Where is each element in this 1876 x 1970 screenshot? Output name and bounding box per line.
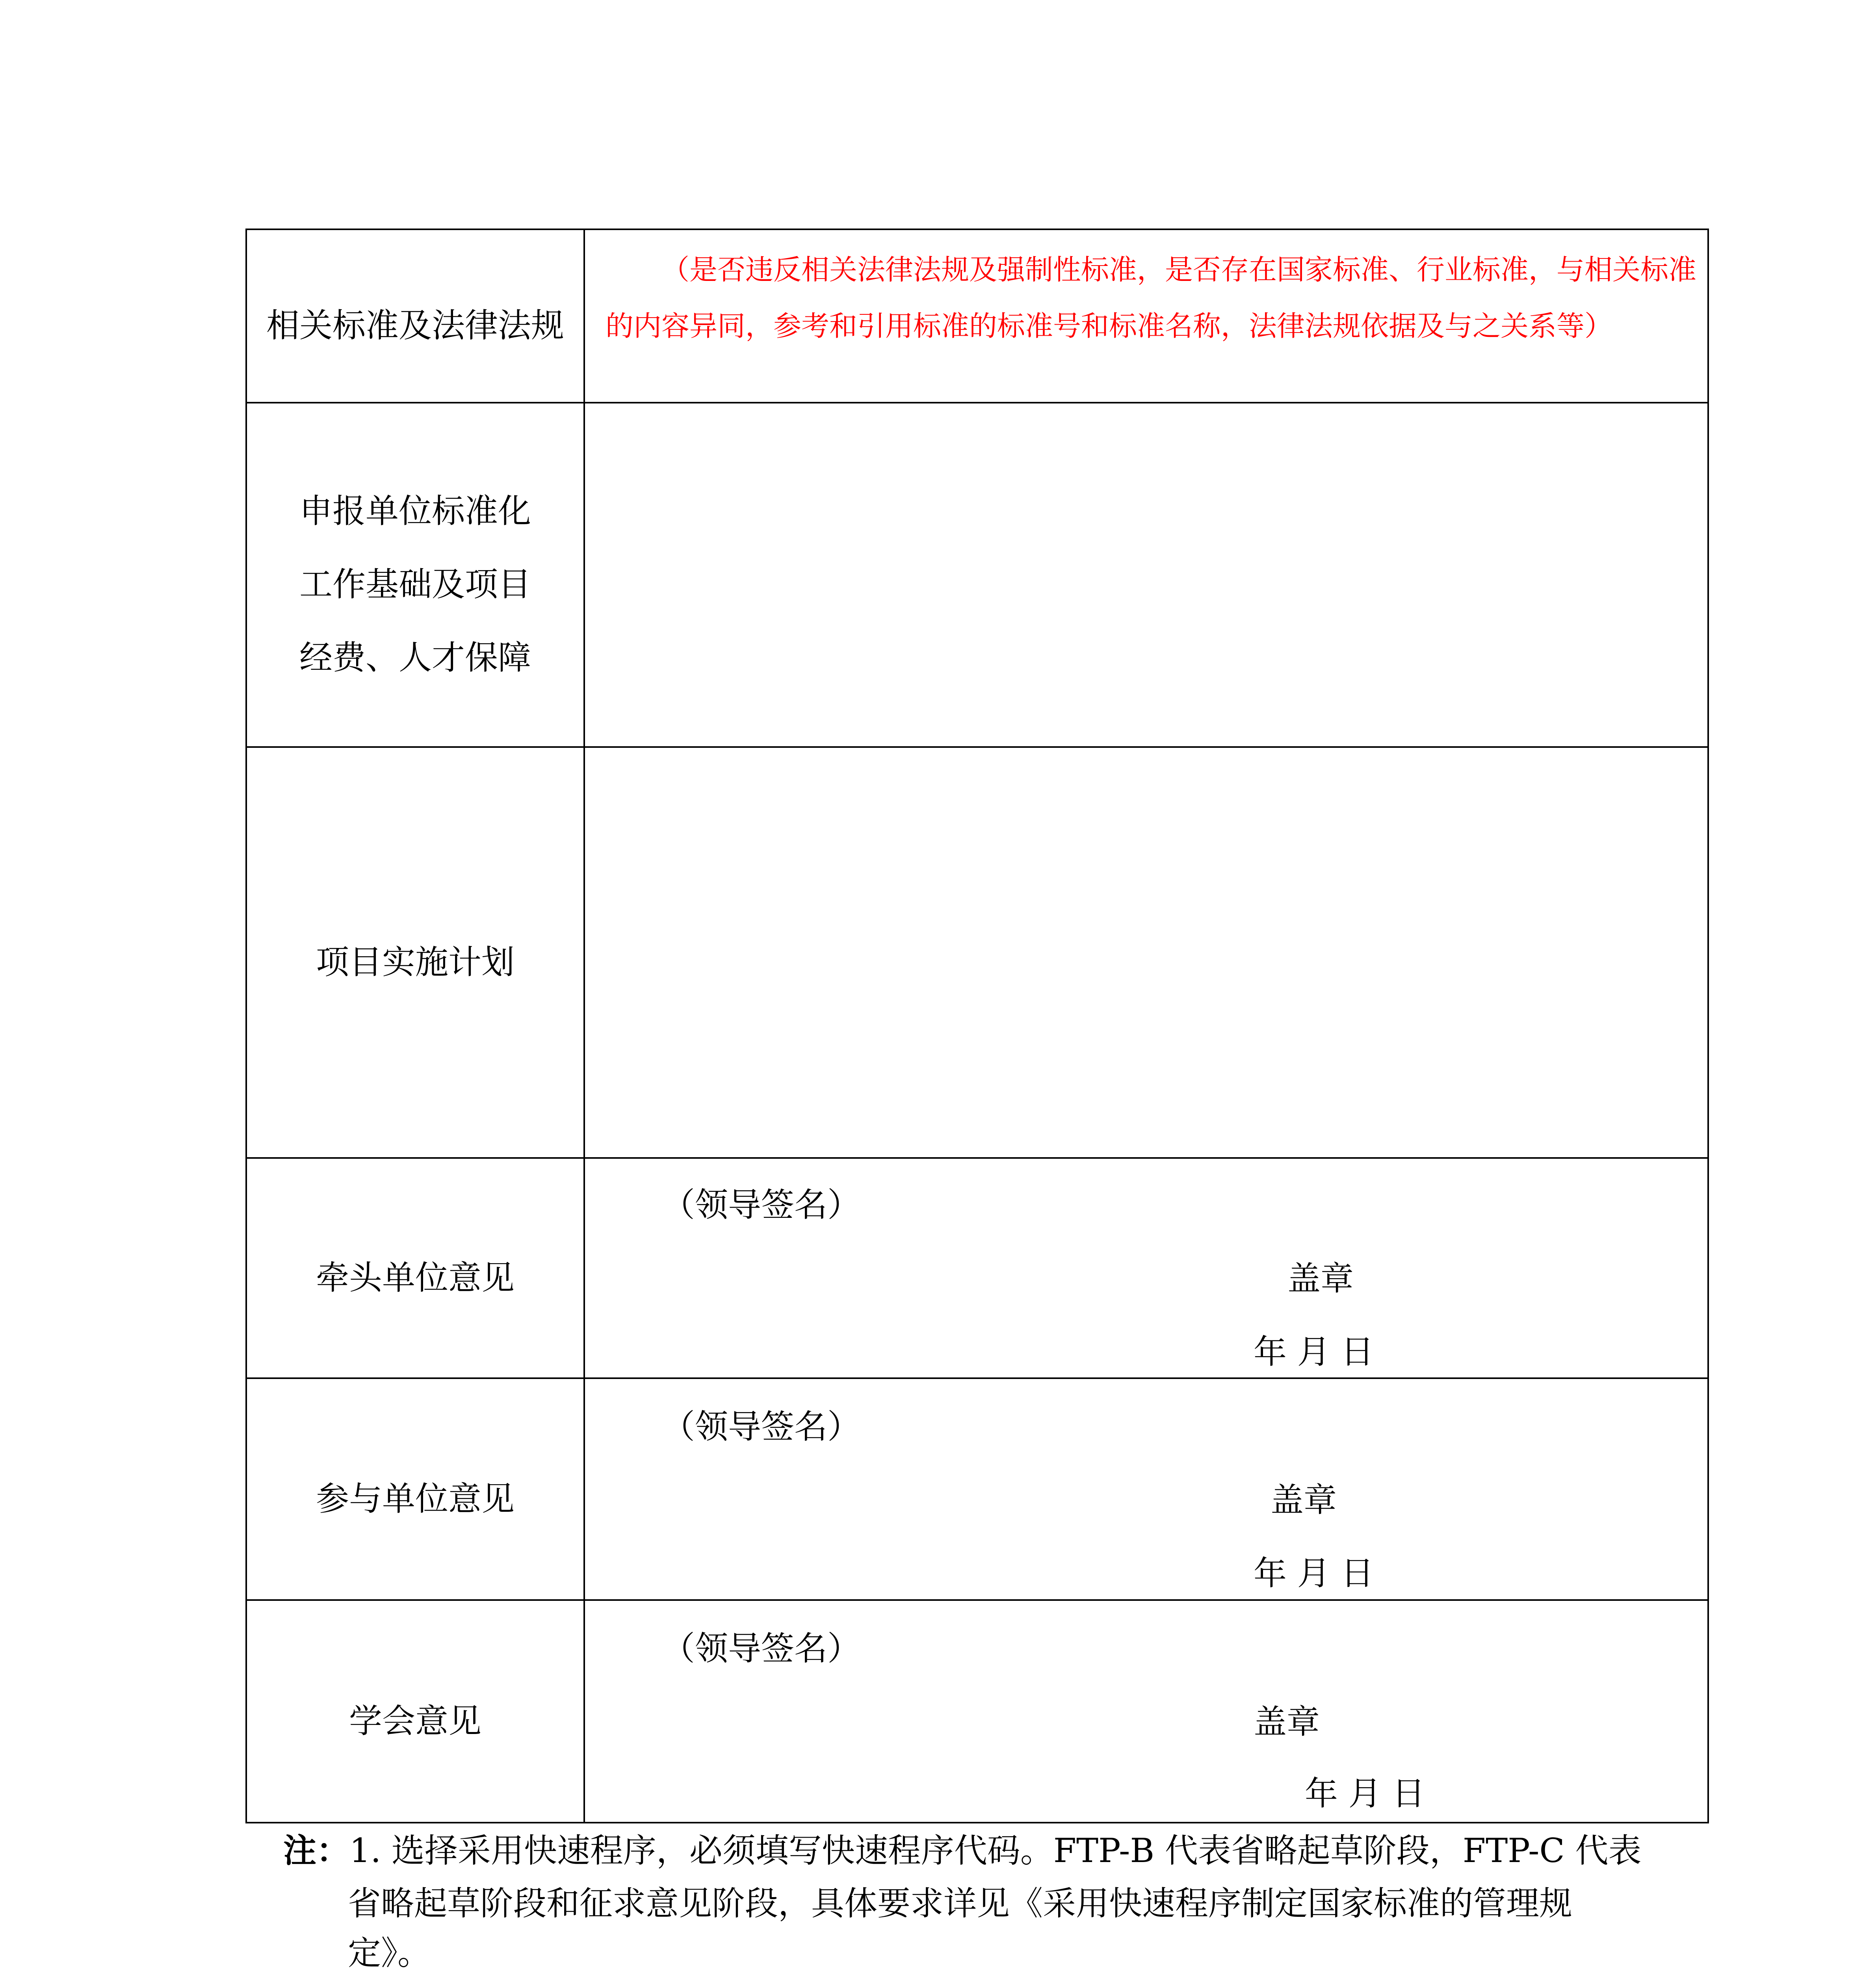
participant-label: 参与单位意见: [316, 1479, 515, 1518]
lead-unit-signature: （领导签名）: [662, 1186, 861, 1224]
plan-label: 项目实施计划: [316, 942, 515, 981]
note-item1-line-2: 省略起草阶段和征求意见阶段，具体要求详见《采用快速程序制定国家标准的管理规: [348, 1884, 1573, 1923]
standards-label: 相关标准及法律法规: [266, 306, 564, 345]
foundation-row: [247, 403, 1707, 748]
application-form-table: [245, 229, 1709, 1823]
lead-unit-date: 年 月 日: [1254, 1333, 1374, 1371]
note-item1-line-3: 定》。: [348, 1934, 431, 1970]
foundation-label-line-2: 工作基础及项目: [299, 565, 531, 604]
instruction-line-1: （是否违反相关法律法规及强制性标准，是否存在国家标准、行业标准，与相关标准: [661, 253, 1697, 286]
standards-label-cell: [247, 230, 585, 402]
participant-date: 年 月 日: [1254, 1554, 1374, 1593]
society-content-cell: [585, 1601, 1707, 1822]
lead-unit-label-cell: [247, 1159, 585, 1377]
lead-unit-label: 牵头单位意见: [316, 1258, 515, 1297]
note-line-2: [348, 1878, 1572, 1929]
participant-content-cell: [585, 1379, 1707, 1599]
note-line-3: [348, 1928, 431, 1970]
society-label: 学会意见: [349, 1701, 481, 1740]
instruction-line-2: 的内容异同，参考和引用标准的标准号和标准名称，法律法规依据及与之关系等）: [606, 310, 1613, 342]
foundation-label-cell: [247, 403, 585, 746]
note-line-1: [283, 1825, 1642, 1876]
foundation-label-line-1: 申报单位标准化: [299, 492, 531, 530]
participant-seal: 盖章: [1270, 1481, 1337, 1519]
lead-unit-seal: 盖章: [1287, 1259, 1354, 1298]
participant-label-cell: [247, 1379, 585, 1599]
participant-signature: （领导签名）: [662, 1407, 861, 1446]
society-label-cell: [247, 1601, 585, 1822]
standards-content-cell: [585, 230, 1707, 402]
plan-row: [247, 748, 1707, 1159]
society-row: [247, 1601, 1707, 1822]
note-item1-line-1: 1. 选择采用快速程序，必须填写快速程序代码。FTP-B 代表省略起草阶段，FTP-C 代表: [349, 1831, 1642, 1870]
standards-instruction: [606, 242, 1696, 354]
participant-row: [247, 1379, 1707, 1601]
lead-unit-content-cell: [585, 1159, 1707, 1377]
plan-label-cell: [247, 748, 585, 1157]
plan-content-cell: [585, 748, 1707, 1157]
society-signature: （领导签名）: [662, 1629, 861, 1668]
foundation-content-cell: [585, 403, 1707, 746]
society-seal: 盖章: [1254, 1702, 1320, 1741]
society-date: 年 月 日: [1305, 1774, 1425, 1813]
note-prefix: 注：: [283, 1831, 350, 1870]
standards-row: [247, 230, 1707, 403]
lead-unit-row: [247, 1159, 1707, 1379]
foundation-label-line-3: 经费、人才保障: [299, 638, 531, 677]
